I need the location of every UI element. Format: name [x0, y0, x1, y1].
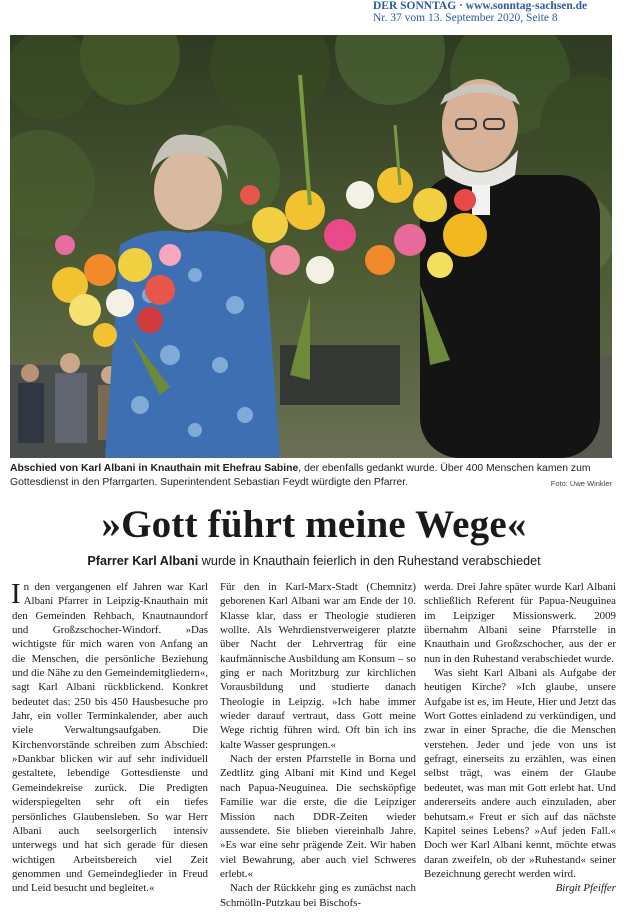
photo-credit: Foto: Uwe Winkler — [550, 479, 612, 488]
subhead-name: Pfarrer Karl Albani — [87, 554, 199, 568]
article-headline: »Gott führt meine Wege« — [101, 503, 527, 546]
drop-cap: I — [11, 578, 21, 610]
article-photo — [10, 35, 612, 458]
author-byline: Birgit Pfeiffer — [555, 882, 616, 895]
article-column-3 — [424, 580, 616, 896]
paragraph: Was sieht Karl Albani als Aufgabe der heutigen Kirche? »Ich glaube, unsere Aufgabe ist es, im Heute, Hier und Jetzt das Wort Gottes einladend zu verkündigen, und zwar in einer Sprache, die die Menschen verstehen. Jeder und jede von uns ist gefragt, einerseits zu erzählen, was einen selbst trägt, was einem der Glaube bedeutet, was man mit Gott erlebt hat. Und andererseits andere auch einzuladen, aber behutsam.« Freut er sich auf das nächste Kapitel seines Lebens? »Auf jeden Fall.« Doch wer Karl Albani kennt, möchte etwas daran zweifeln, ob der »Ruhestand« seiner Bezeichnung gerecht werden wird. — [424, 667, 616, 880]
caption-text: , der ebenfalls gedankt wurde. Über 400 Menschen kamen zum Gottesdienst in den Pfarrgarten. Superintendent Sebastian Feydt würdigte den Pfarrer. — [10, 463, 591, 489]
paragraph: Nach der ersten Pfarrstelle in Borna und Zedtlitz ging Albani mit Kind und Kegel nach Papua-Neuguinea. Die sechsköpfige Familie war die erste, die die Leipziger Mission nach DDR-Zeiten wieder aussendete. Sie blieben viereinhalb Jahre. »Es war eine sehr prägende Zeit. Wir haben viel Bewahrung, aber auch viel Schweres erlebt.« — [220, 753, 416, 880]
issue-line: Nr. 37 vom 13. September 2020, Seite 8 — [373, 12, 558, 24]
article-column-2 — [220, 580, 416, 910]
paragraph-text: n den vergangenen elf Jahren war Karl Albani Pfarrer in Leipzig-Knauthain mit den Gemeinden Rehbach, Knautnaundorf und Großzschocher-Windorf. »Das wichtigste für mich waren von Anfang an die Menschen, die persönliche Beziehung und die Nähe zu den Gemeindemitgliedern«, sagt Karl Albani rückblickend. Konkret bedeutet das: 250 bis 450 Hausbesuche pro Jahr, ein voller Terminkalender, aber auch viele Verwaltungsaufgaben. Die Kirchenvorstände schreiben zum Abschied: »Dankbar blicken wir auf sehr individuell gestaltete, lebendige Gottesdienste und Gemeindekreise zurück. Die Predigten widerspiegelten sehr oft ein tiefes persönliches Glaubensleben. So war Herr Albani auch seelsorgerlich intensiv unterwegs und hat sich gerade für diesen wichtigen Arbeitsbereich viel Zeit genommen und Gemeindeglieder in Freud und Leid besucht und begleitet.« — [12, 581, 208, 895]
paragraph — [12, 580, 208, 896]
paragraph: Nach der Rückkehr ging es zunächst nach Schmölln-Putzkau bei Bischofs- — [220, 882, 416, 909]
article-subhead — [0, 552, 628, 570]
photo-caption — [10, 462, 614, 490]
caption-lead: Abschied von Karl Albani in Knauthain mit Ehefrau Sabine — [10, 463, 299, 474]
article-column-1 — [12, 580, 208, 896]
paragraph: Für den in Karl-Marx-Stadt (Chemnitz) geborenen Karl Albani war am Ende der 10. Klasse klar, dass er Theologie studieren wollte. Als Wehrdienstverweigerer platzte über Nacht der Lehrvertrag für eine kaufmännische Ausbildung am Konsum – so ging er nach Moritzburg zur kirchlichen Vorausbildung und studierte danach Theologie in Leipzig. »Ich habe immer wieder darauf vertraut, dass Gott meine Wege richtig führen wird. Oft bin ich ins kalte Wasser gesprungen.« — [220, 581, 416, 751]
paragraph: werda. Drei Jahre später wurde Karl Albani schließlich Referent für Papua-Neuguinea im Leipziger Missionswerk. 2009 übernahm Albani seine Pfarrstelle in Knauthain und Großzschocher, aus der er nun in den Ruhestand verabschiedet wurde. — [424, 581, 616, 665]
publication-line: DER SONNTAG · www.sonntag-sachsen.de — [373, 0, 588, 12]
subhead-text: wurde in Knauthain feierlich in den Ruhestand verabschiedet — [198, 554, 541, 568]
page-header — [373, 0, 608, 25]
